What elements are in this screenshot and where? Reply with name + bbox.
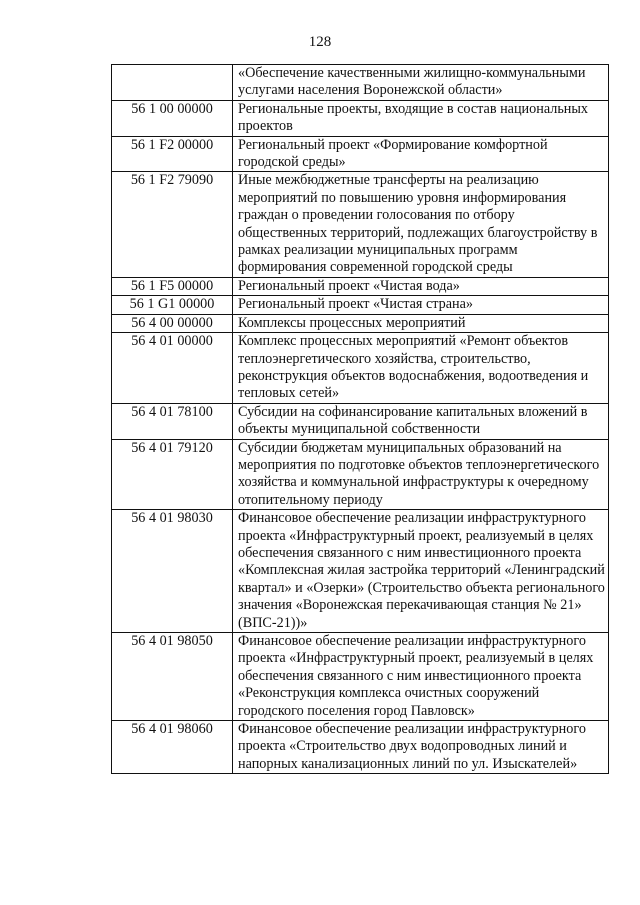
table-row [112, 277, 609, 295]
row-code: 56 4 00 00000 [112, 314, 233, 332]
row-description: Финансовое обеспечение реализации инфраструктурного проекта «Инфраструктурный проект, реализуемый в целях обеспечения связанного с ним инвестиционного проекта «Реконструкция комплекса очистных сооружений городского поселения город Павловск» [233, 633, 609, 721]
row-code: 56 4 01 98050 [112, 633, 233, 721]
row-code: 56 1 G1 00000 [112, 296, 233, 314]
row-description: Финансовое обеспечение реализации инфраструктурного проекта «Инфраструктурный проект, реализуемый в целях обеспечения связанного с ним инвестиционного проекта «Комплексная жилая застройка территорий «Ленинградский квартал» и «Озерки» (Строительство объекта регионального значения «Воронежская перекачивающая станция № 21» (ВПС-21))» [233, 510, 609, 633]
row-description: Иные межбюджетные трансферты на реализацию мероприятий по повышению уровня информирования граждан о проведении голосования по отбору общественных территорий, подлежащих благоустройству в рамках реализации муниципальных программ формирования современной городской среды [233, 172, 609, 277]
row-description: Региональный проект «Чистая страна» [233, 296, 609, 314]
row-code: 56 4 01 98030 [112, 510, 233, 633]
row-description: Комплексы процессных мероприятий [233, 314, 609, 332]
row-code: 56 1 F2 79090 [112, 172, 233, 277]
row-description: Субсидии на софинансирование капитальных вложений в объекты муниципальной собственности [233, 403, 609, 439]
table-row [112, 296, 609, 314]
table-row [112, 314, 609, 332]
row-code: 56 4 01 78100 [112, 403, 233, 439]
table-row [112, 333, 609, 404]
table-row [112, 100, 609, 136]
row-code [112, 65, 233, 101]
row-description: Региональный проект «Чистая вода» [233, 277, 609, 295]
row-code: 56 1 F5 00000 [112, 277, 233, 295]
row-description: Региональные проекты, входящие в состав национальных проектов [233, 100, 609, 136]
table-row [112, 65, 609, 101]
table-row [112, 172, 609, 277]
table-row [112, 136, 609, 172]
table-row [112, 721, 609, 774]
table-row [112, 633, 609, 721]
budget-classification-table [111, 64, 609, 774]
row-description: «Обеспечение качественными жилищно-коммунальными услугами населения Воронежской области» [233, 65, 609, 101]
row-code: 56 1 F2 00000 [112, 136, 233, 172]
row-code: 56 4 01 98060 [112, 721, 233, 774]
table-row [112, 403, 609, 439]
row-code: 56 1 00 00000 [112, 100, 233, 136]
page-number: 128 [308, 34, 332, 50]
row-code: 56 4 01 00000 [112, 333, 233, 404]
table-row [112, 439, 609, 510]
row-description: Региональный проект «Формирование комфортной городской среды» [233, 136, 609, 172]
row-description: Субсидии бюджетам муниципальных образований на мероприятия по подготовке объектов теплоэнергетического хозяйства и коммунальной инфраструктуры к очередному отопительному периоду [233, 439, 609, 510]
row-code: 56 4 01 79120 [112, 439, 233, 510]
table-row [112, 510, 609, 633]
row-description: Финансовое обеспечение реализации инфраструктурного проекта «Строительство двух водопроводных линий и напорных канализационных линий по ул. Изыскателей» [233, 721, 609, 774]
row-description: Комплекс процессных мероприятий «Ремонт объектов теплоэнергетического хозяйства, строительство, реконструкция объектов водоснабжения, водоотведения и тепловых сетей» [233, 333, 609, 404]
